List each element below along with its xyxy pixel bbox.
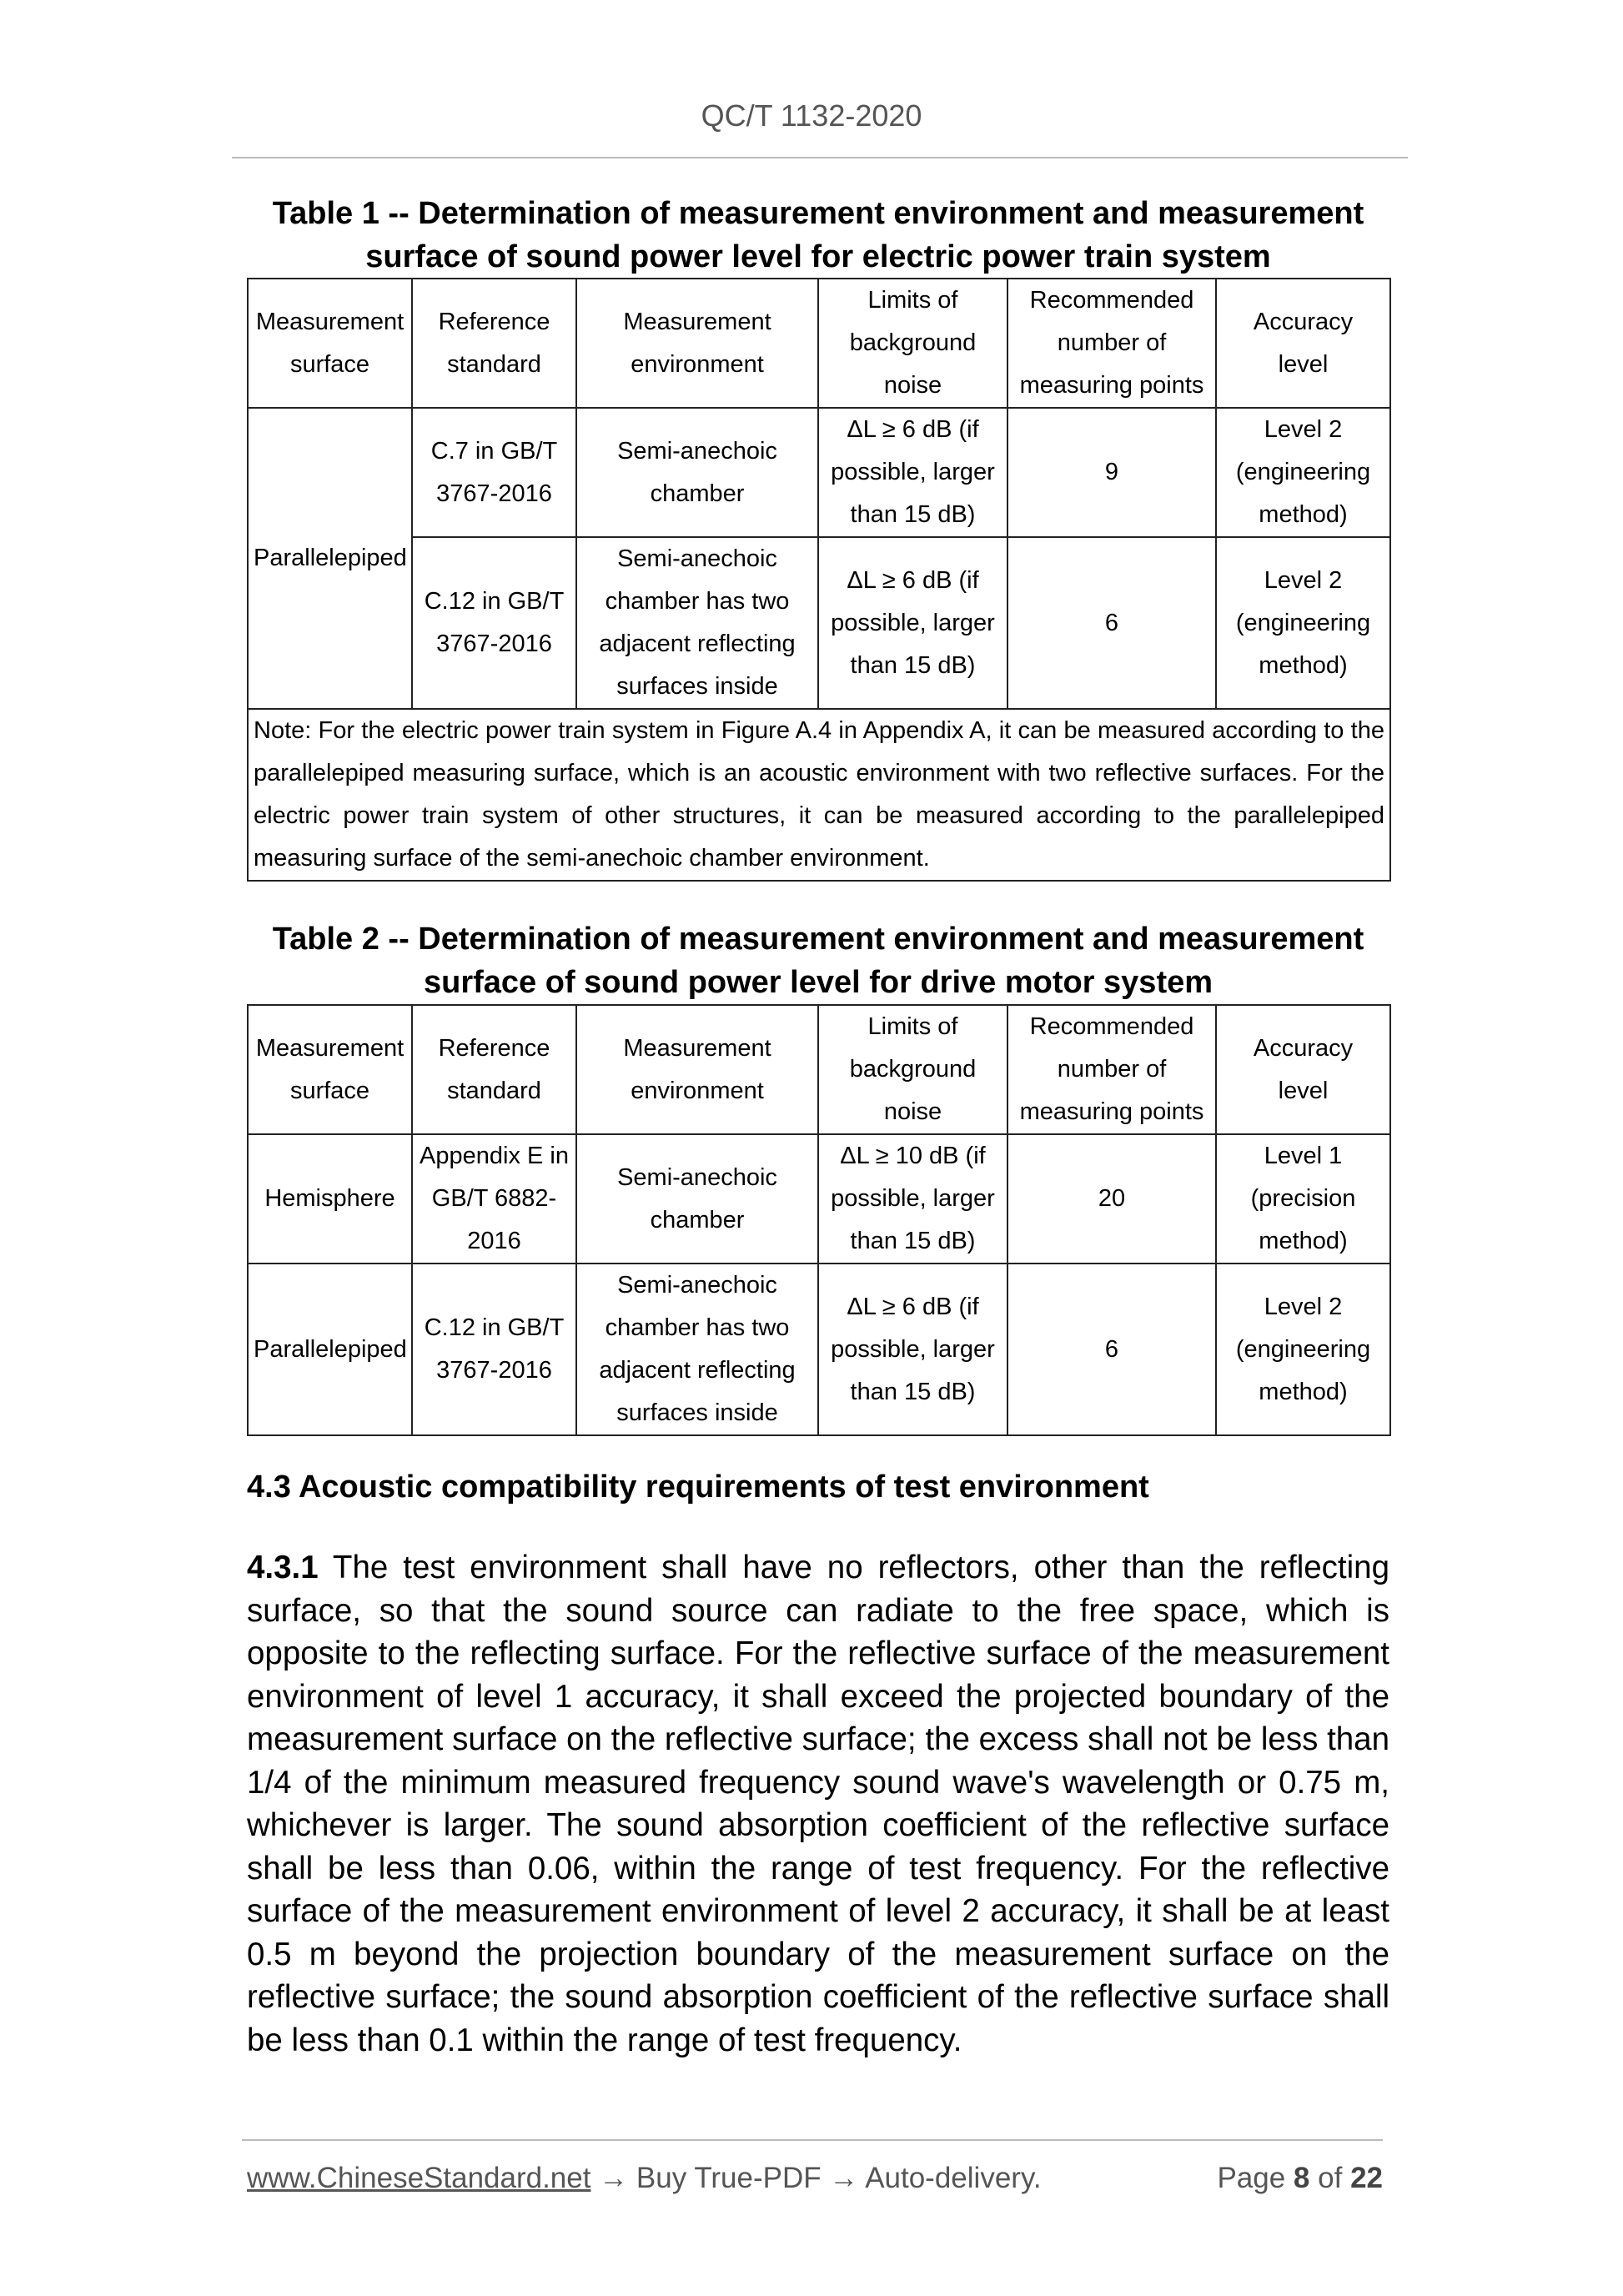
environment-cell: Semi-anechoic chamber has two adjacent reflecting surfaces inside (576, 1264, 818, 1435)
table-row (248, 537, 1390, 709)
arrow-right-icon: → (590, 2162, 636, 2194)
header-divider (232, 157, 1408, 158)
total-pages: 22 (1350, 2162, 1383, 2194)
clause-text: The test environment shall have no reflectors, other than the reflecting surface, so that the sound source can radiate to the free space, which is opposite to the reflecting surface. For the reflective surface of the measurement environment of level 1 accuracy, it shall exceed the projected boundary of the measurement surface on the reflective surface; the excess shall not be less than 1/4 of the minimum measured frequency sound wave's wavelength or 0.75 m, whichever is larger. The sound absorption coefficient of the reflective surface shall be less than 0.06, within the range of test frequency. For the reflective surface of the measurement environment of level 2 accuracy, it shall be at least 0.5 m beyond the projection boundary of the measurement surface on the reflective surface; the sound absorption coefficient of the reflective surface shall be less than 0.1 within the range of test frequency. (247, 1550, 1389, 2058)
surface-cell: Hemisphere (248, 1134, 412, 1264)
table2-header-row (248, 1005, 1390, 1134)
table2-header-background-noise: Limits of background noise (818, 1005, 1007, 1134)
table2-header-accuracy: Accuracy level (1216, 1005, 1390, 1134)
points-cell: 6 (1007, 537, 1216, 709)
table1 (247, 278, 1391, 882)
arrow-right-icon: → (821, 2162, 866, 2194)
table1-header-row (248, 279, 1390, 408)
points-cell: 20 (1007, 1134, 1216, 1264)
table2-caption-line2: surface of sound power level for drive motor system (423, 965, 1213, 1000)
page-label: Page (1217, 2162, 1286, 2194)
table2 (247, 1004, 1391, 1436)
noise-cell: ΔL ≥ 6 dB (if possible, larger than 15 dB) (818, 408, 1007, 537)
points-cell: 6 (1007, 1264, 1216, 1435)
buy-text: Buy True-PDF (636, 2162, 822, 2194)
clause-4-3-1-paragraph (247, 1546, 1389, 2062)
page-number: 8 (1293, 2162, 1310, 2194)
table1-caption (247, 192, 1389, 279)
table-row (248, 1134, 1390, 1264)
environment-cell: Semi-anechoic chamber (576, 408, 818, 537)
noise-cell: ΔL ≥ 6 dB (if possible, larger than 15 dB) (818, 1264, 1007, 1435)
accuracy-cell: Level 2 (engineering method) (1216, 1264, 1390, 1435)
section-heading: 4.3 Acoustic compatibility requirements of test environment (247, 1470, 1149, 1505)
delivery-text: Auto-delivery. (865, 2162, 1042, 2194)
table1-header-measurement-surface: Measurement surface (248, 279, 412, 408)
table1-note-row (248, 709, 1390, 881)
of-label: of (1318, 2162, 1343, 2194)
reference-cell: C.12 in GB/T 3767-2016 (412, 1264, 576, 1435)
reference-cell: C.7 in GB/T 3767-2016 (412, 408, 576, 537)
accuracy-cell: Level 2 (engineering method) (1216, 408, 1390, 537)
reference-cell: C.12 in GB/T 3767-2016 (412, 537, 576, 709)
table2-header-measurement-surface: Measurement surface (248, 1005, 412, 1134)
noise-cell: ΔL ≥ 10 dB (if possible, larger than 15 dB) (818, 1134, 1007, 1264)
environment-cell: Semi-anechoic chamber has two adjacent reflecting surfaces inside (576, 537, 818, 709)
table1-caption-line1: Table 1 -- Determination of measurement environment and measurement (272, 196, 1364, 231)
footer-divider (242, 2139, 1383, 2141)
website-link[interactable]: www.ChineseStandard.net (247, 2162, 591, 2194)
footer-left (247, 2162, 1042, 2195)
clause-number: 4.3.1 (247, 1550, 319, 1585)
table1-surface-cell: Parallelepiped (248, 408, 412, 709)
table1-caption-line2: surface of sound power level for electric power train system (365, 239, 1271, 274)
page-indicator (1217, 2162, 1383, 2195)
accuracy-cell: Level 1 (precision method) (1216, 1134, 1390, 1264)
table1-header-measurement-environment: Measurement environment (576, 279, 818, 408)
table2-header-measuring-points: Recommended number of measuring points (1007, 1005, 1216, 1134)
table1-note: Note: For the electric power train system in Figure A.4 in Appendix A, it can be measured according to the parallelepiped measuring surface, which is an acoustic environment with two reflective surfaces. For the electric power train system of other structures, it can be measured according to the parallelepiped measuring surface of the semi-anechoic chamber environment. (248, 709, 1390, 881)
environment-cell: Semi-anechoic chamber (576, 1134, 818, 1264)
reference-cell: Appendix E in GB/T 6882- 2016 (412, 1134, 576, 1264)
table2-header-reference-standard: Reference standard (412, 1005, 576, 1134)
table1-header-accuracy: Accuracy level (1216, 279, 1390, 408)
page-footer (247, 2162, 1383, 2203)
table2-header-measurement-environment: Measurement environment (576, 1005, 818, 1134)
table2-caption-line1: Table 2 -- Determination of measurement environment and measurement (272, 922, 1364, 957)
accuracy-cell: Level 2 (engineering method) (1216, 537, 1390, 709)
noise-cell: ΔL ≥ 6 dB (if possible, larger than 15 dB) (818, 537, 1007, 709)
points-cell: 9 (1007, 408, 1216, 537)
table-row (248, 1264, 1390, 1435)
table1-header-reference-standard: Reference standard (412, 279, 576, 408)
surface-cell: Parallelepiped (248, 1264, 412, 1435)
table1-header-measuring-points: Recommended number of measuring points (1007, 279, 1216, 408)
document-code-header: QC/T 1132-2020 (701, 98, 922, 133)
table1-header-background-noise: Limits of background noise (818, 279, 1007, 408)
table-row (248, 408, 1390, 537)
table2-caption (247, 917, 1389, 1004)
